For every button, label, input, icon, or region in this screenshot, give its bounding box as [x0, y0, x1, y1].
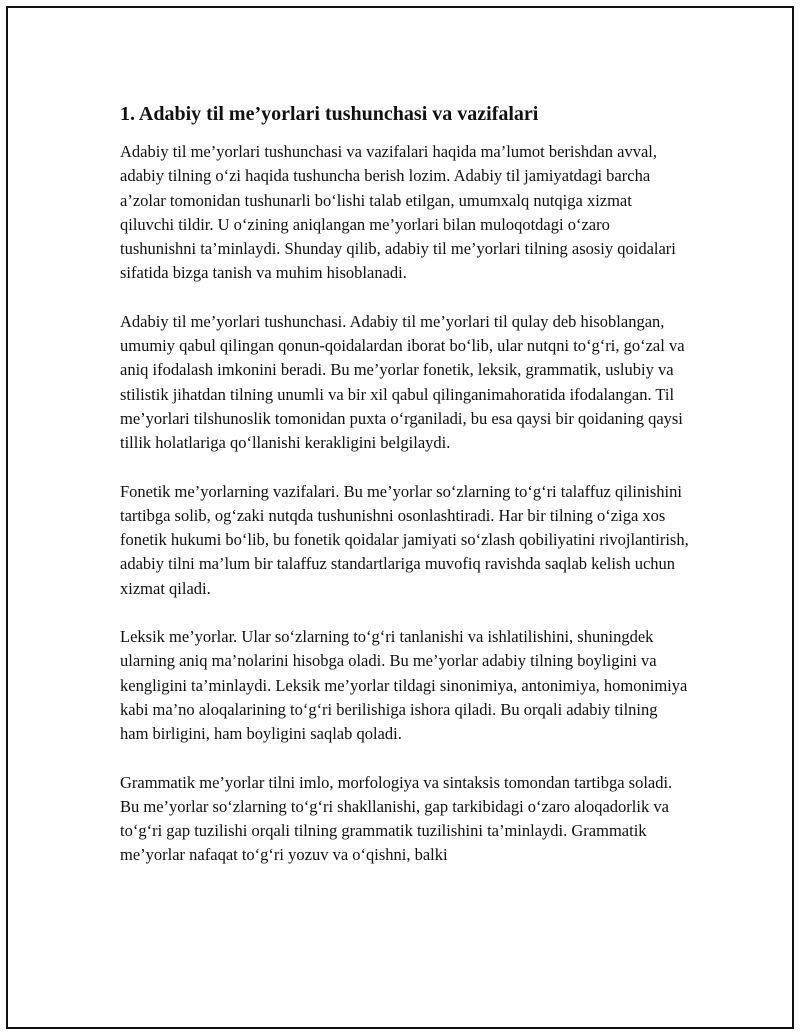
paragraph-grammatical-norms: Grammatik me’yorlar tilni imlo, morfologiya va sintaksis tomondan tartibga soladi. Bu me’yorlar so‘zlarning to‘g‘ri shakllanishi, gap tarkibidagi o‘zaro aloqadorlik va to‘g‘ri gap tuzilishi orqali tilning grammatik tuzilishini ta’minlaydi. Grammatik me’yorlar nafaqat to‘g‘ri yozuv va o‘qishni, balki	[120, 772, 673, 865]
document-body	[120, 100, 690, 892]
paragraph-lexical-norms: Leksik me’yorlar. Ular so‘zlarning to‘g‘ri tanlanishi va ishlatilishini, shuningdek ularning aniq ma’nolarini hisobga oladi. Bu me’yorlar adabiy tilning boyligini va kengligini ta’minlaydi. Leksik me’yorlar tildagi sinonimiya, antonimiya, homonimiya kabi ma’no aloqalarining to‘g‘ri berilishiga ishora qiladi. Bu orqali adabiy tilning ham birligini, ham boyligini saqlab qoladi.	[120, 627, 688, 744]
paragraph-phonetic-norms: Fonetik me’yorlarning vazifalari. Bu me’yorlar so‘zlarning to‘g‘ri talaffuz qilinishini tartibga solib, og‘zaki nutqda tushunishni osonlashtiradi. Har bir tilning o‘ziga xos fonetik hukumi bo‘lib, bu fonetik qoidalar jamiyati so‘zlash qobiliyatini rivojlantirish, adabiy tilni ma’lum bir talaffuz standartlariga muvofiq ravishda saqlab kelish uchun xizmat qiladi.	[120, 481, 689, 598]
section-heading: 1. Adabiy til me’yorlari tushunchasi va vazifalari	[120, 103, 539, 125]
paragraph-norms-concept: Adabiy til me’yorlari tushunchasi. Adabiy til me’yorlari til qulay deb hisoblangan, umumiy qabul qilingan qonun-qoidalardan iborat bo‘lib, ular nutqni to‘g‘ri, go‘zal va aniq ifodalash imkonini beradi. Bu me’yorlar fonetik, leksik, grammatik, uslubiy va stilistik jihatdan tilning unumli va bir xil qabul qilinganimahoratida ifodalangan. Til me’yorlari tilshunoslik tomonidan puxta o‘rganiladi, bu esa qaysi bir qoidaning qaysi tillik holatlariga qo‘llanishi kerakligini belgilaydi.	[120, 311, 685, 453]
page-frame	[6, 6, 794, 1029]
paragraph-intro: Adabiy til me’yorlari tushunchasi va vazifalari haqida ma’lumot berishdan avval, adabiy tilning o‘zi haqida tushuncha berish lozim. Adabiy til jamiyatdagi barcha a’zolar tomonidan tushunarli bo‘lishi talab etilgan, umumxalq nutqiga xizmat qiluvchi tildir. U o‘zining aniqlangan me’yorlari bilan muloqotdagi o‘zaro tushunishni ta’minlaydi. Shunday qilib, adabiy til me’yorlari tilning asosiy qoidalari sifatida bizga tanish va muhim hisoblanadi.	[120, 142, 676, 283]
